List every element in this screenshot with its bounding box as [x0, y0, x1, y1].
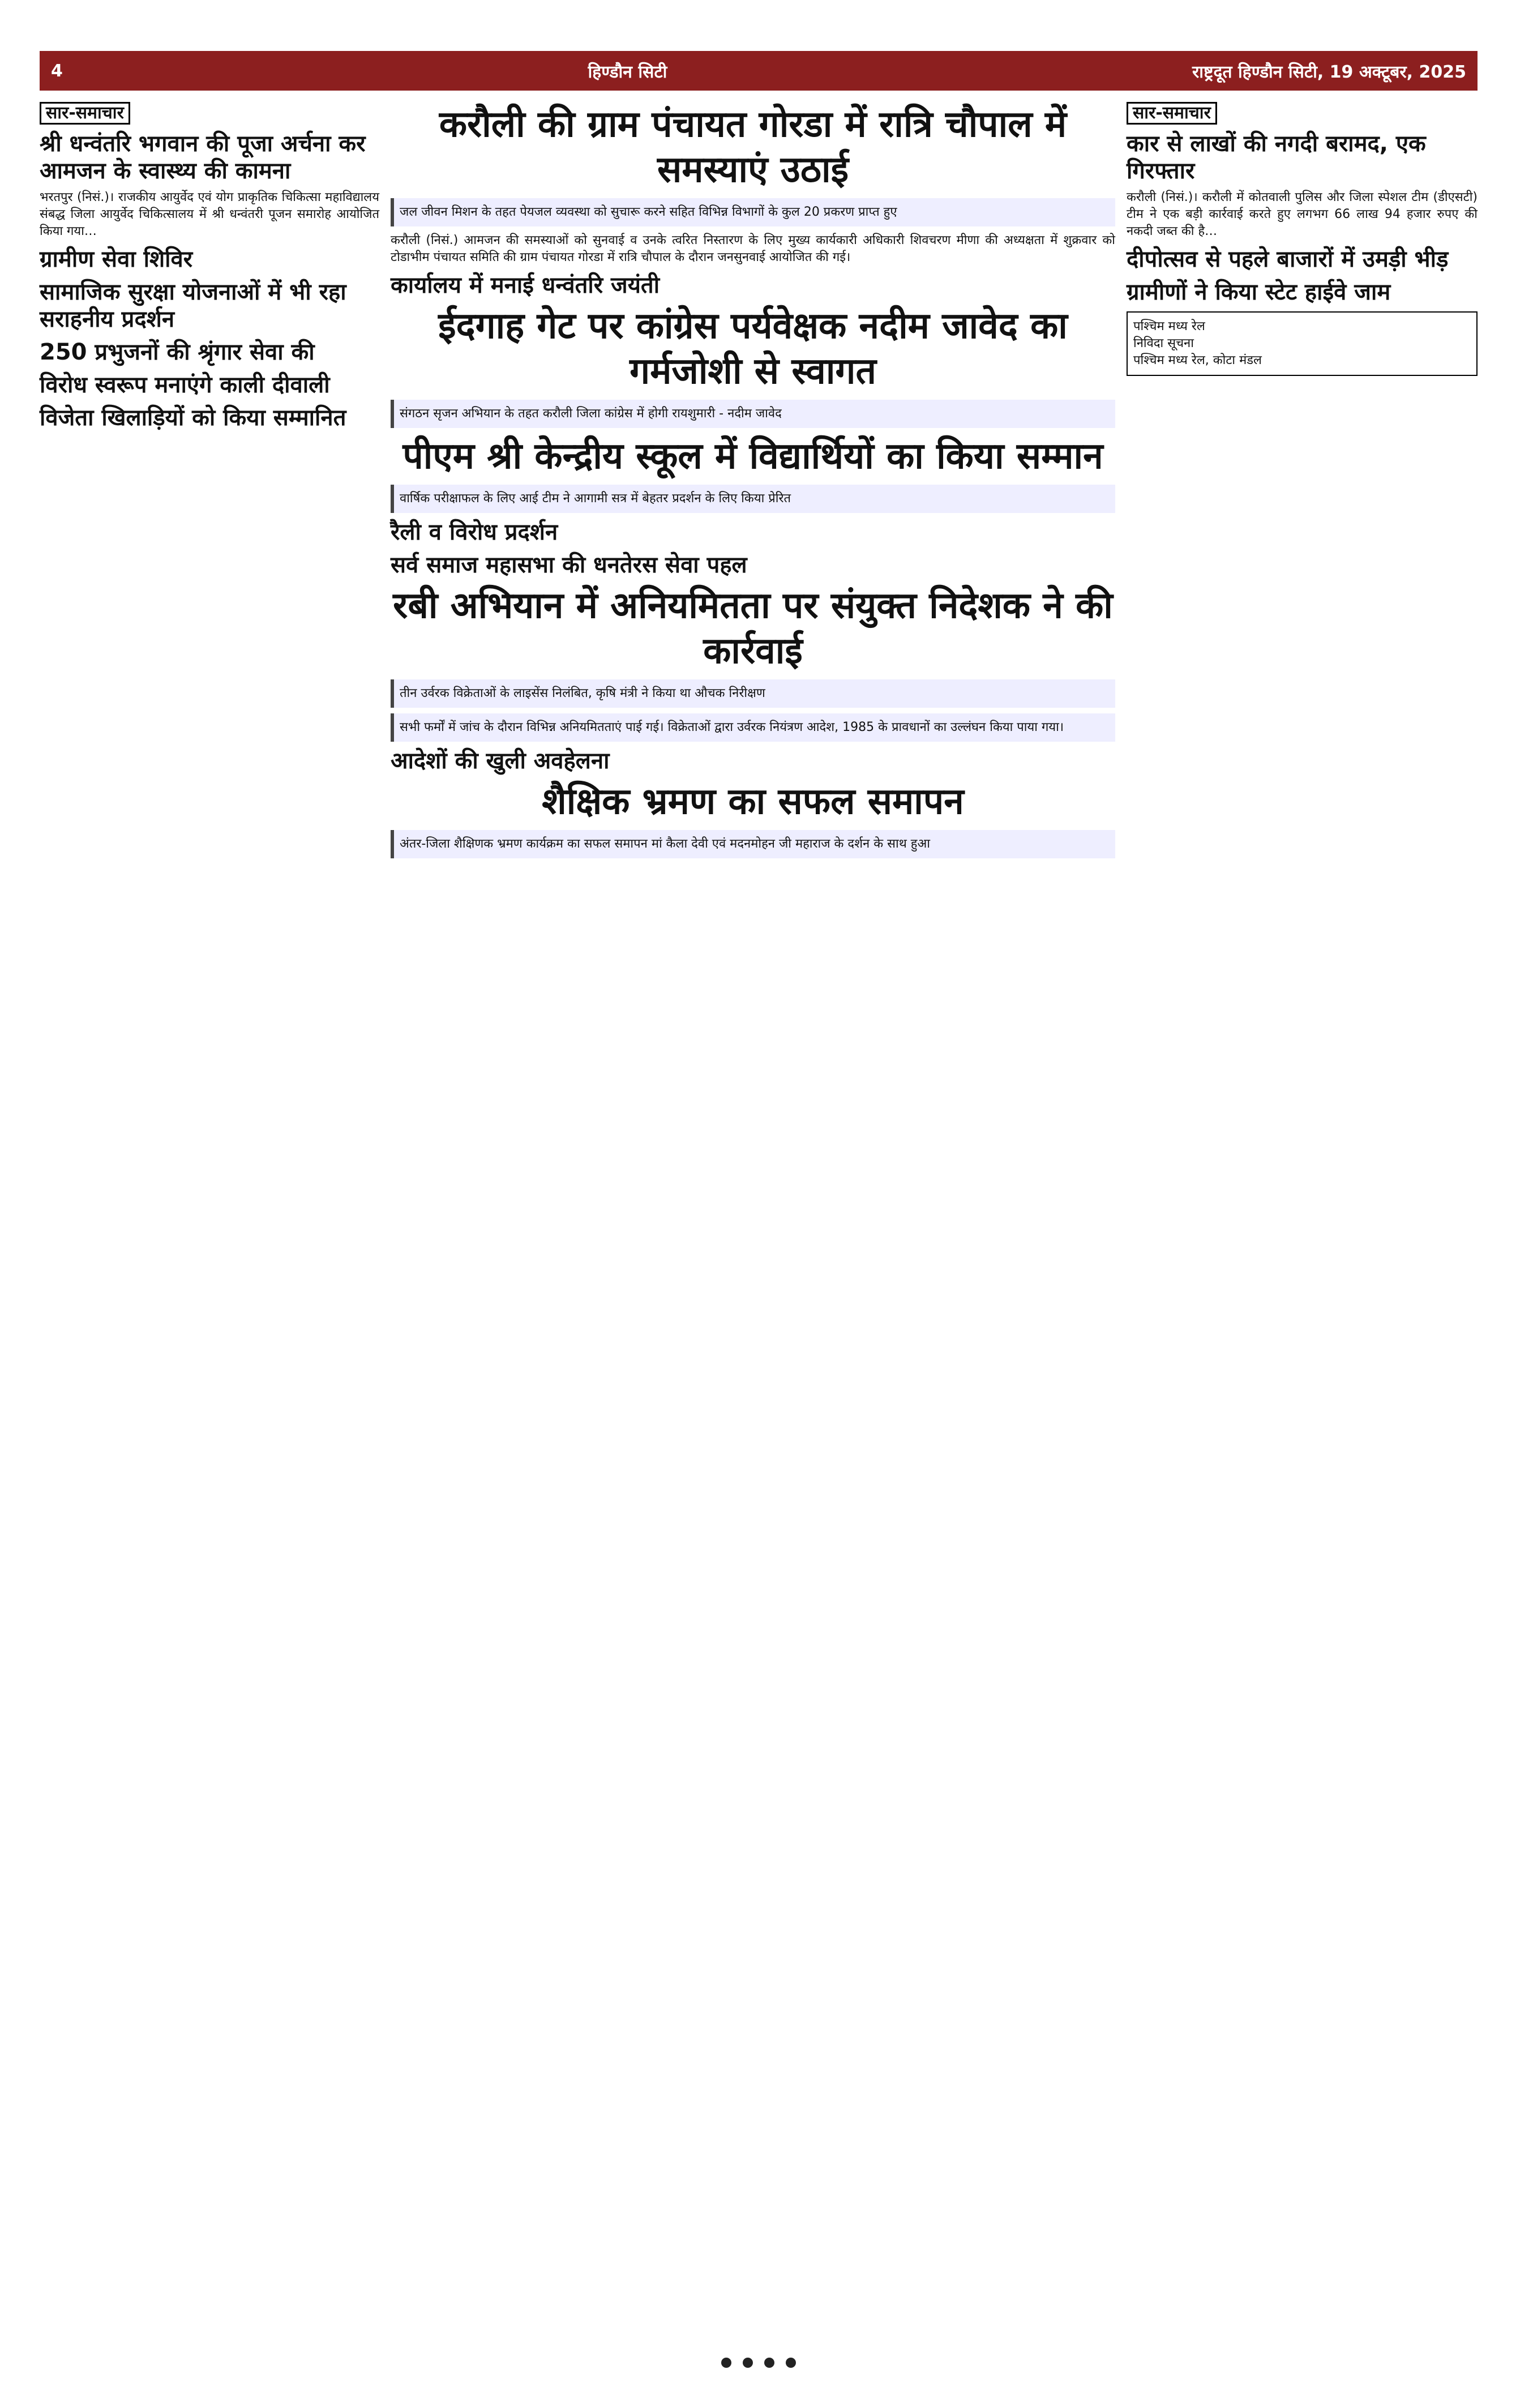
- story-4-box-2: सभी फर्मों में जांच के दौरान विभिन्न अनियमितताएं पाई गई। विक्रेताओं द्वारा उर्वरक नियंत्रण आदेश, 1985 के प्रावधानों का उल्लंघन किया पाया गया।: [391, 713, 1115, 742]
- story-3-headline: पीएम श्री केन्द्रीय स्कूल में विद्यार्थियों का किया सम्मान: [402, 435, 1103, 477]
- print-dot: [721, 2358, 731, 2368]
- masthead-date: राष्ट्रदूत हिण्डौन सिटी, 19 अक्टूबर, 2025: [1192, 62, 1466, 82]
- side-story-title: कार्यालय में मनाई धन्वंतरि जयंती: [391, 272, 660, 298]
- left-story-3-title: सामाजिक सुरक्षा योजनाओं में भी रहा सराहनीय प्रदर्शन: [40, 279, 346, 332]
- left-column: [40, 102, 379, 436]
- right-column: [1127, 102, 1478, 382]
- left-story-5-title: विरोध स्वरूप मनाएंगे काली दीवाली: [40, 372, 330, 398]
- masthead: [40, 51, 1478, 91]
- tender-ad: [1127, 311, 1478, 376]
- ad-sub: निविदा सूचना: [1133, 336, 1194, 350]
- left-story-1-title: श्री धन्वंतरि भगवान की पूजा अर्चना कर आमजन के स्वास्थ्य की कामना: [40, 131, 366, 184]
- print-dot: [743, 2358, 753, 2368]
- right-story-3-title: ग्रामीणों ने किया स्टेट हाईवे जाम: [1127, 279, 1391, 305]
- story-4-box-1: तीन उर्वरक विक्रेताओं के लाइसेंस निलंबित, कृषि मंत्री ने किया था औचक निरीक्षण: [391, 679, 1115, 708]
- side-story-3-title: सर्व समाज महासभा की धनतेरस सेवा पहल: [391, 552, 747, 578]
- masthead-title: हिण्डौन सिटी: [588, 62, 667, 82]
- story-5-box: अंतर-जिला शैक्षिणक भ्रमण कार्यक्रम का सफल समापन मां कैला देवी एवं मदनमोहन जी महाराज के दर्शन के साथ हुआ: [391, 830, 1115, 858]
- story-2-headline: ईदगाह गेट पर कांग्रेस पर्यवेक्षक नदीम जावेद का गर्मजोशी से स्वागत: [438, 305, 1068, 392]
- right-story-1-title: कार से लाखों की नगदी बरामद, एक गिरफ्तार: [1127, 131, 1426, 184]
- ad-footer: पश्चिम मध्य रेल, कोटा मंडल: [1133, 353, 1262, 367]
- right-label: सार-समाचार: [1127, 102, 1217, 125]
- page-number: 4: [51, 61, 63, 81]
- left-label: सार-समाचार: [40, 102, 130, 125]
- middle-column: [391, 102, 1115, 864]
- right-story-1-text: करौली (निसं.)। करौली में कोतवाली पुलिस और जिला स्पेशल टीम (डीएसटी) टीम ने एक बड़ी कार्रवाई करते हुए लगभग 66 लाख 94 हजार रुपए की नकदी जब्त की है…: [1127, 190, 1478, 238]
- print-marks: [40, 2351, 1478, 2374]
- story-2-box: संगठन सृजन अभियान के तहत करौली जिला कांग्रेस में होगी रायशुमारी - नदीम जावेद: [391, 400, 1115, 428]
- right-story-2-title: दीपोत्सव से पहले बाजारों में उमड़ी भीड़: [1127, 246, 1449, 272]
- left-story-1-text: भरतपुर (निसं.)। राजकीय आयुर्वेद एवं योग प्राकृतिक चिकित्सा महाविद्यालय संबद्ध जिला आयुर्वेद चिकित्सालय में श्री धन्वंतरी पूजन समारोह आयोजित किया गया…: [40, 190, 379, 238]
- story-3-box: वार्षिक परीक्षाफल के लिए आई टीम ने आगामी सत्र में बेहतर प्रदर्शन के लिए किया प्रेरित: [391, 485, 1115, 513]
- print-dot: [764, 2358, 774, 2368]
- side-story-4-title: आदेशों की खुली अवहेलना: [391, 748, 610, 774]
- left-story-2-title: ग्रामीण सेवा शिविर: [40, 246, 193, 272]
- side-story-2-title: रैली व विरोध प्रदर्शन: [391, 519, 558, 545]
- lead-highlight: जल जीवन मिशन के तहत पेयजल व्यवस्था को सुचारू करने सहित विभिन्न विभागों के कुल 20 प्रकरण प्राप्त हुए: [391, 198, 1115, 226]
- story-4-headline: रबी अभियान में अनियमितता पर संयुक्त निदेशक ने की कार्रवाई: [393, 585, 1113, 672]
- ad-title: पश्चिम मध्य रेल: [1133, 319, 1205, 333]
- left-story-4-title: 250 प्रभुजनों की श्रृंगार सेवा की: [40, 339, 315, 365]
- lead-text: करौली (निसं.) आमजन की समस्याओं को सुनवाई व उनके त्वरित निस्तारण के लिए मुख्य कार्यकारी अधिकारी शिवचरण मीणा की अध्यक्षता में शुक्रवार को टोडाभीम पंचायत समिति की ग्राम पंचायत गोरडा में रात्रि चौपाल के दौरान जनसुनवाई आयोजित की गई।: [391, 233, 1115, 264]
- lead-headline: करौली की ग्राम पंचायत गोरडा में रात्रि चौपाल में समस्याएं उठाई: [439, 104, 1067, 191]
- print-dot: [786, 2358, 796, 2368]
- left-story-6-title: विजेता खिलाड़ियों को किया सम्मानित: [40, 405, 346, 431]
- story-5-headline: शैक्षिक भ्रमण का सफल समापन: [542, 781, 964, 823]
